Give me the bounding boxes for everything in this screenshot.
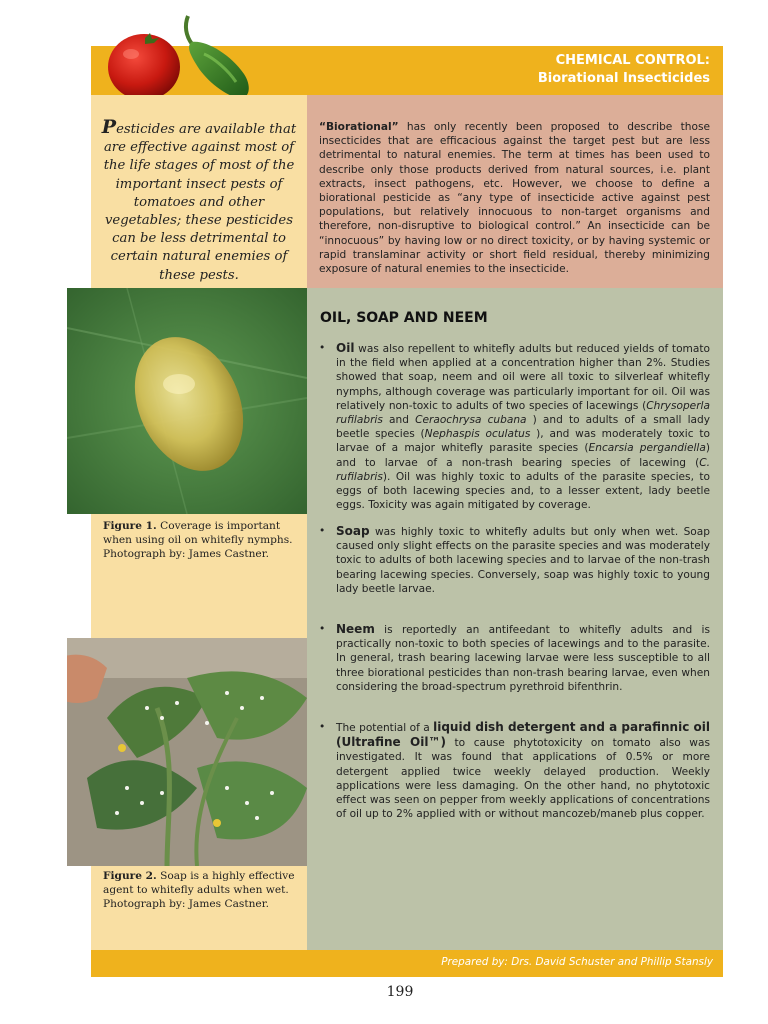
figure-1-photo (67, 288, 307, 514)
bullet-oil-text: ), and was moderately toxic to larvae of a major whitefly parasite species ( (336, 428, 710, 455)
header-title-line2: Biorational Insecticides (537, 71, 710, 86)
species-name: Chrysoperla rufilabris (336, 399, 710, 427)
species-name: Ceraochrysa cubana (415, 414, 527, 427)
bullet-oil-term: Oil (336, 341, 355, 355)
header-title-line1: CHEMICAL CONTROL: (555, 53, 710, 68)
biorational-paragraph (319, 120, 710, 276)
species-name: Nephaspis oculatus (424, 428, 531, 441)
figure-1-label: Figure 1. (103, 520, 157, 532)
bullet-oil-text: ) and to adults of a small lady beetle species ( (336, 414, 711, 441)
bullet-detergent-lead: The potential of a (336, 722, 434, 734)
footer-band (91, 950, 723, 977)
bullet-oil-text: ). Oil was highly toxic to adults of the parasite species, to eggs of both lacewing species and, to a lesser extent, lady beetle eggs. Toxicity was again mitigated by coverage. (336, 470, 710, 512)
section-heading: OIL, SOAP AND NEEM (320, 310, 488, 326)
species-name: Encarsia pergandiella (588, 442, 706, 455)
tomato-illustration (107, 30, 183, 102)
intro-dropcap: P (101, 116, 117, 138)
figure-2-label: Figure 2. (103, 870, 157, 882)
bullet-icon: • (319, 623, 326, 635)
bullet-soap (319, 524, 710, 596)
bullet-detergent (319, 720, 710, 821)
bullet-detergent-term: liquid dish detergent and a parafinnic oil (Ultrafine Oil™) (336, 720, 710, 750)
species-name: C. rufilabris (336, 456, 710, 483)
bullet-oil-text: ) and to larvae of a non-trash bearing species of lacewing ( (336, 442, 710, 469)
footer-credit: Prepared by: Drs. David Schuster and Phillip Stansly (441, 956, 713, 968)
bullet-icon: • (319, 721, 326, 733)
pepper-illustration (178, 14, 258, 104)
bullet-icon: • (319, 342, 326, 354)
bullet-icon: • (319, 525, 326, 537)
figure-2-caption (103, 870, 303, 911)
bullet-soap-term: Soap (336, 524, 370, 538)
bullet-neem-term: Neem (336, 622, 375, 636)
bullet-neem-text: is reportedly an antifeedant to whitefly adults and is practically non-toxic to both species of lacewings and to the parasite. In general, trash bearing lacewing larvae were less susceptible to all three biorational pesticides than non-trash bearing larvae, even when considering the broad-spectrum pyrethroid bifenthrin. (336, 624, 710, 693)
bullet-oil (319, 341, 710, 512)
bullet-oil-text: and (382, 414, 416, 427)
figure-1-text: Coverage is important when using oil on whitefly nymphs. Photograph by: James Castner. (103, 520, 293, 560)
bullet-detergent-text: to cause phytotoxicity on tomato also was investigated. It was found that applications of 0.5% or more detergent applied twice weekly delayed production. Weekly applications were less damaging. On the other hand, no phytotoxic effect was seen on pepper from weekly applications of concentrations of oil up to 2% applied with or without mancozeb/maneb plus copper. (336, 737, 710, 821)
figure-2-text: Soap is a highly effective agent to whitefly adults when wet. Photograph by: James Castner. (103, 870, 295, 910)
bullet-neem (319, 622, 710, 694)
biorational-text: has only recently been proposed to describe those insecticides that are efficacious against the target pest but are less detrimental to natural enemies. The term at times has been used to describe only those products derived from natural sources, i.e. plant extracts, insect pathogens, etc. However, we choose to define a biorational pesticide as “any type of insecticide active against pest populations, but relatively innocuous to non-target organisms and therefore, non-disruptive to biological control.” An insecticide can be “innocuous” by having low or no direct toxicity, or by having systemic or rapid translaminar activity or short field residual, thereby minimizing exposure of natural enemies to the insecticide. (319, 121, 710, 276)
page-number: 199 (386, 984, 414, 1000)
intro-text: esticides are available that are effective against most of the life stages of most of the important insect pests of tomatoes and other vegetables; these pesticides can be less detrimental to certain natural enemies of these pests. (103, 122, 297, 283)
bullet-soap-text: was highly toxic to whitefly adults but only when wet. Soap caused only slight effects on the parasite species and was moderately toxic to adults of both lacewing species and to larvae of the non-trash bearing lacewing species. Conversely, soap was highly toxic to young lady beetle larvae. (336, 526, 710, 595)
bullet-oil-text: was also repellent to whitefly adults but reduced yields of tomato in the field when applied at a concentration higher than 2%. Studies showed that soap, neem and oil were all toxic to silverleaf whitefly nymphs, although coverage was particularly important for oil. Oil was relatively non-toxic to adults of two species of lacewings ( (336, 343, 710, 412)
biorational-term: “Biorational” (319, 121, 399, 133)
intro-statement (100, 118, 298, 285)
figure-1-caption (103, 520, 303, 561)
figure-2-photo (67, 638, 307, 866)
